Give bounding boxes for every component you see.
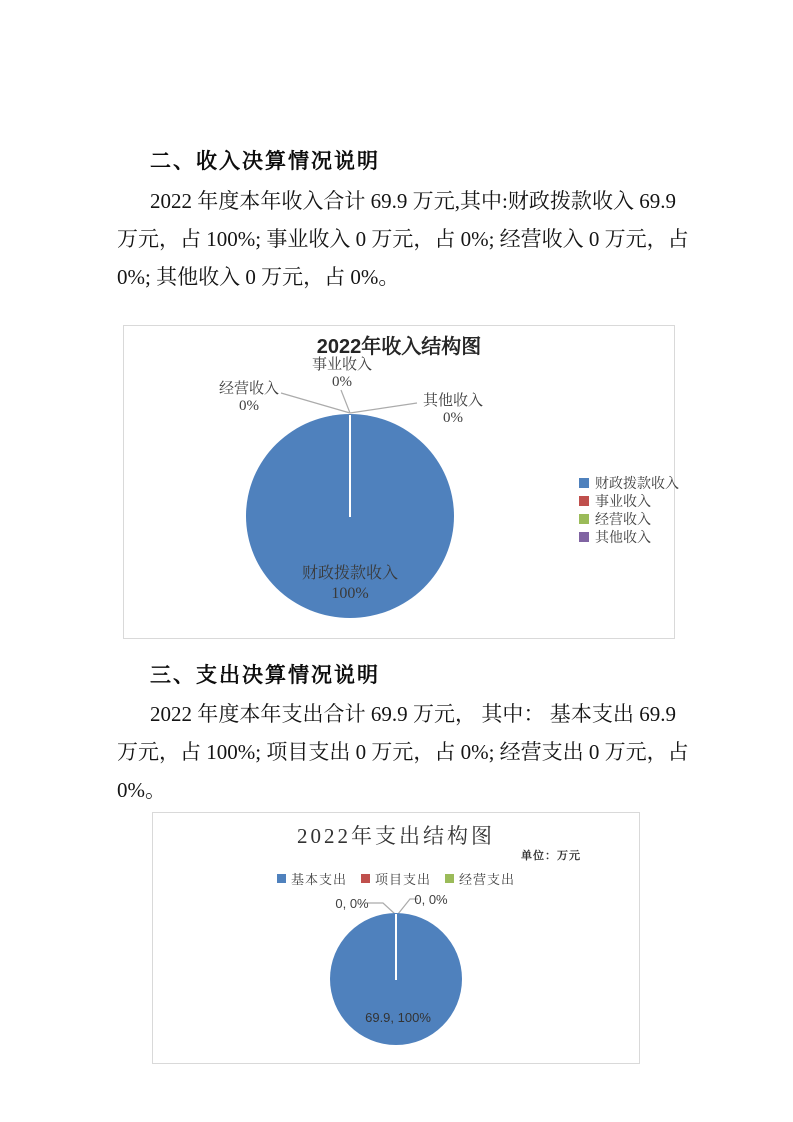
section-income-heading: 二、收入决算情况说明: [150, 150, 380, 173]
callout-jingying: [199, 381, 299, 415]
legend-label: 其他收入: [595, 531, 651, 546]
pie-inner-label-value: 100%: [331, 585, 369, 602]
legend-swatch: [579, 478, 589, 488]
legend-item: [579, 474, 679, 492]
legend-item: [579, 492, 679, 510]
pie-inner-label: 69.9, 100%: [365, 1010, 431, 1025]
chart-legend: [579, 474, 679, 546]
callout-label: 事业收入: [311, 357, 372, 373]
legend-swatch: [277, 874, 286, 883]
callout-shiye: [292, 357, 392, 391]
paragraph-line: 万元，占 100%; 项目支出 0 万元，占 0%; 经营支出 0 万元，占: [117, 740, 689, 764]
legend-label: 事业收入: [595, 495, 651, 510]
pie-inner-label-name: 财政拨款收入: [301, 565, 398, 582]
legend-label: 经营收入: [595, 513, 651, 528]
section-expense-paragraph: [117, 695, 689, 809]
callout-label: 经营收入: [218, 381, 279, 397]
callout-label: 其他收入: [422, 393, 483, 409]
unit-note: 单位：万元: [521, 850, 581, 862]
callout-qita: [403, 393, 503, 427]
paragraph-line: 0%; 其他收入 0 万元，占 0%。: [117, 265, 400, 289]
legend-swatch: [579, 532, 589, 542]
income-structure-chart: [123, 325, 679, 639]
callout-left: 0, 0%: [335, 896, 369, 911]
pie-inner-label: [275, 564, 425, 604]
paragraph-line: 0%。: [117, 778, 166, 802]
paragraph-line: 万元，占 100%; 事业收入 0 万元，占 0%; 经营收入 0 万元，占: [117, 227, 689, 251]
legend-item: [445, 869, 515, 887]
legend-item: [579, 528, 679, 546]
chart-legend: [153, 869, 639, 887]
legend-item: [361, 869, 431, 887]
legend-item: [579, 510, 679, 528]
paragraph-line: 2022 年度本年支出合计 69.9 万元， 其中： 基本支出 69.9: [150, 702, 676, 726]
section-expense-heading: 三、支出决算情况说明: [150, 664, 380, 687]
legend-label: 项目支出: [374, 871, 431, 887]
callout-value: 0%: [443, 410, 463, 426]
legend-swatch: [445, 874, 454, 883]
callout-right: 0, 0%: [414, 892, 448, 907]
legend-label: 财政拨款收入: [595, 477, 679, 492]
paragraph-line: 2022 年度本年收入合计 69.9 万元,其中:财政拨款收入 69.9: [150, 189, 676, 213]
chart-title: 2022年收入结构图: [316, 336, 482, 358]
chart-title: 2022年支出结构图: [297, 824, 495, 848]
legend-item: [277, 869, 347, 887]
legend-swatch: [579, 496, 589, 506]
legend-swatch: [361, 874, 370, 883]
section-income-paragraph: [117, 182, 689, 296]
expense-structure-chart: [152, 812, 640, 1064]
legend-label: 经营支出: [459, 871, 516, 887]
legend-swatch: [579, 514, 589, 524]
callout-value: 0%: [332, 374, 352, 390]
callout-value: 0%: [239, 398, 259, 414]
legend-label: 基本支出: [290, 871, 347, 887]
